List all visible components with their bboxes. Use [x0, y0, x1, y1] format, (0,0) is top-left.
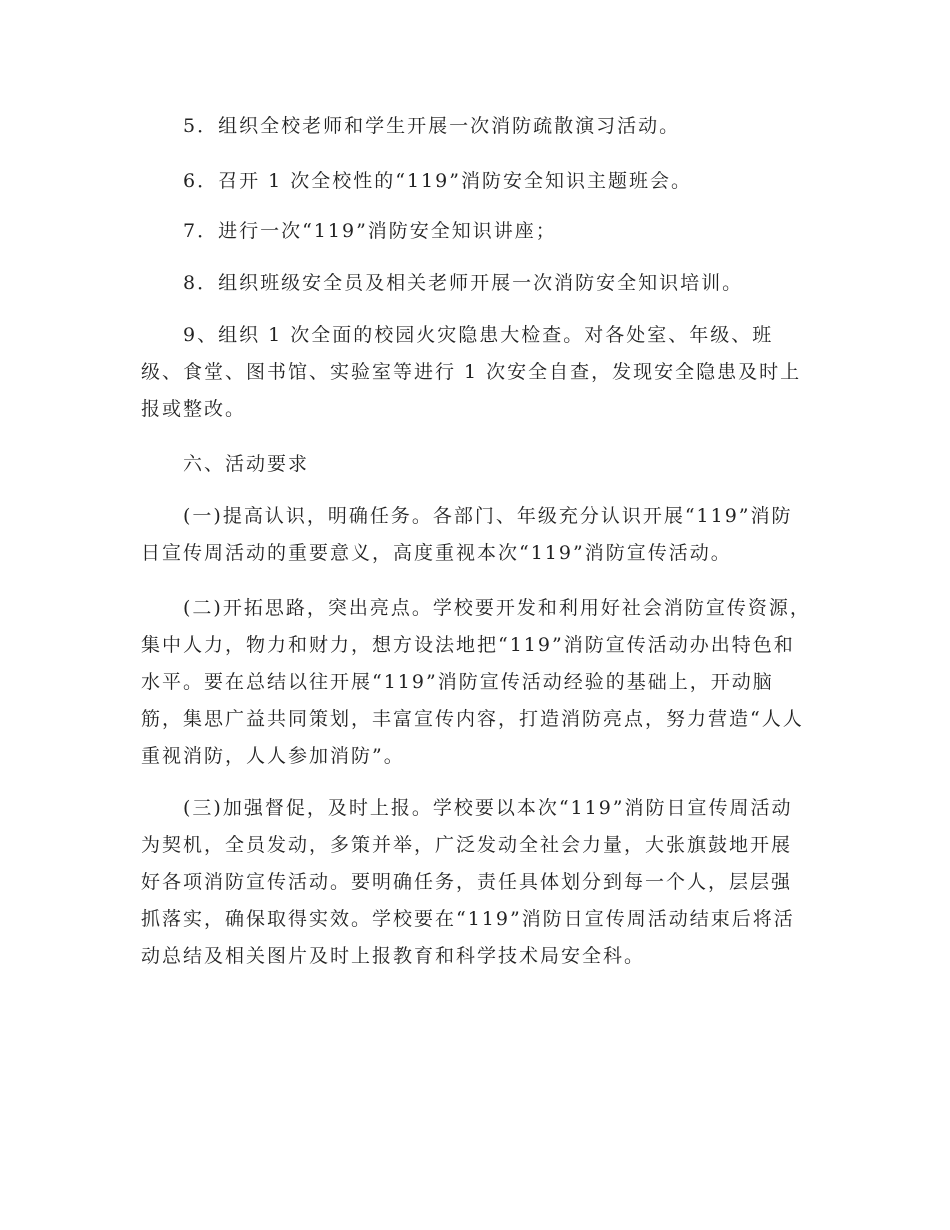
paragraph-item-7: 7．进行一次“119”消防安全知识讲座； [183, 220, 557, 242]
requirement-paragraph-1: (一)提高认识，明确任务。各部门、年级充分认识开展“119”消防日宣传周活动的重要意义，高度重视本次“119”消防宣传活动。 [141, 505, 793, 564]
requirement-paragraph-2: (二)开拓思路，突出亮点。学校要开发和利用好社会消防宣传资源，集中人力，物力和财力，想方设法地把“119”消防宣传活动办出特色和水平。要在总结以往开展“119”消防宣传活动经验的基础上，开动脑筋，集思广益共同策划，丰富宣传内容，打造消防亮点，努力营造“人人重视消防，人人参加消防”。 [141, 597, 811, 767]
paragraph-item-5: 5．组织全校老师和学生开展一次消防疏散演习活动。 [183, 115, 681, 137]
paragraph-item-8: 8．组织班级安全员及相关老师开展一次消防安全知识培训。 [183, 272, 744, 294]
paragraph-item-9: 9、组织 1 次全面的校园火灾隐患大检查。对各处室、年级、班级、食堂、图书馆、实验室等进行 1 次安全自查，发现安全隐患及时上报或整改。 [141, 324, 802, 420]
section-heading-activity-requirements: 六、活动要求 [183, 453, 310, 475]
requirement-paragraph-3: (三)加强督促，及时上报。学校要以本次“119”消防日宣传周活动为契机，全员发动，多策并举，广泛发动全社会力量，大张旗鼓地开展好各项消防宣传活动。要明确任务，责任具体划分到每一个人，层层强抓落实，确保取得实效。学校要在“119”消防日宣传周活动结束后将活动总结及相关图片及时上报教育和科学技术局安全科。 [141, 797, 795, 967]
paragraph-item-6: 6．召开 1 次全校性的“119”消防安全知识主题班会。 [183, 170, 692, 192]
